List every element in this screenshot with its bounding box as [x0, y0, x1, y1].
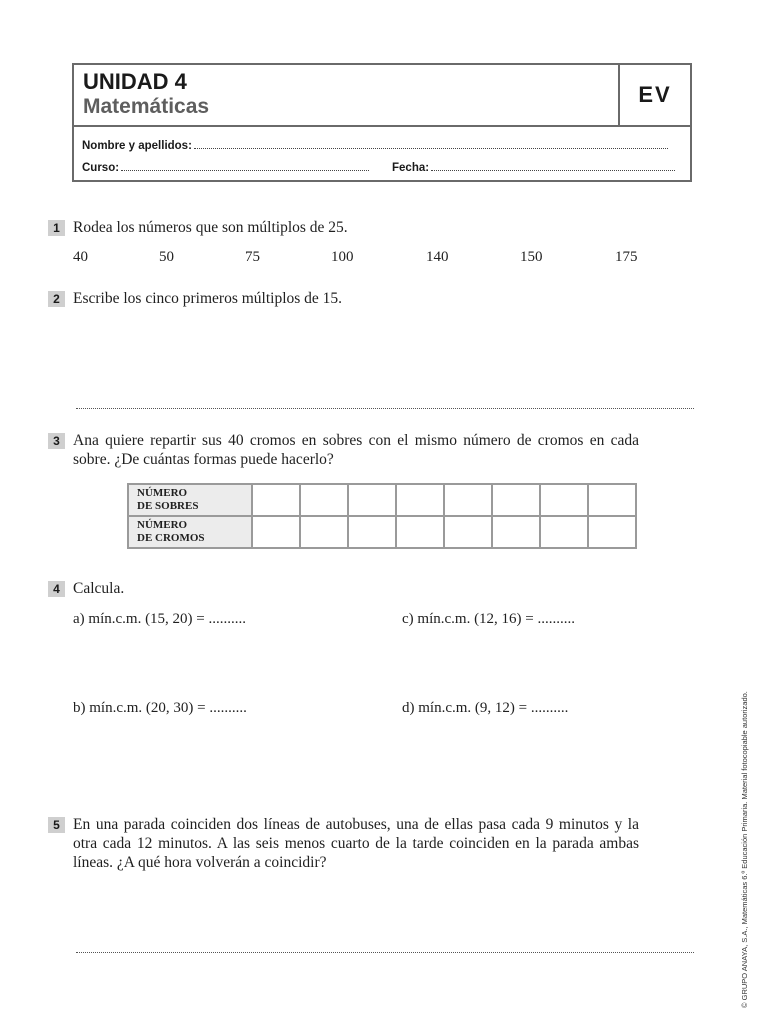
table-cell[interactable] [588, 516, 636, 548]
row-header-line: NÚMERO [137, 519, 188, 531]
table-row-cromos [128, 516, 636, 548]
table-cell[interactable] [300, 484, 348, 516]
name-label: Nombre y apellidos: [82, 140, 192, 152]
question-4-number: 4 [48, 581, 65, 597]
copyright-notice: © GRUPO ANAYA, S.A., Matemáticas 6.º Educación Primaria. Material fotocopiable autorizado. [740, 691, 749, 1008]
table-cell[interactable] [348, 484, 396, 516]
number-option[interactable]: 100 [331, 249, 354, 265]
table-cell[interactable] [540, 484, 588, 516]
question-5-answer-line[interactable] [76, 952, 694, 953]
table-cell[interactable] [444, 484, 492, 516]
question-3-number: 3 [48, 433, 65, 449]
table-cell[interactable] [300, 516, 348, 548]
row-header-line: NÚMERO [137, 487, 188, 499]
table-cell[interactable] [588, 484, 636, 516]
question-5-text: En una parada coinciden dos líneas de autobuses, una de ellas pasa cada 9 minutos y la otra cada 12 minutos. A las seis menos cuarto de la tarde coinciden en la parada ambas líneas. ¿A qué hora volverán a coincidir? [73, 816, 639, 871]
table-cell[interactable] [396, 484, 444, 516]
question-4-text: Calcula. [73, 580, 125, 597]
table-cell[interactable] [252, 484, 300, 516]
date-label: Fecha: [392, 162, 430, 174]
number-option[interactable]: 75 [245, 249, 260, 265]
sobres-cromos-table [127, 483, 637, 549]
number-option[interactable]: 150 [520, 249, 543, 265]
calc-item-c[interactable]: c) mín.c.m. (12, 16) = .......... [402, 611, 576, 627]
number-option[interactable]: 175 [615, 249, 638, 265]
name-field[interactable] [82, 140, 668, 152]
question-1-text: Rodea los números que son múltiplos de 25. [73, 219, 348, 236]
question-1-number: 1 [48, 220, 65, 236]
question-5-number: 5 [48, 817, 65, 833]
row-header-line: DE SOBRES [137, 500, 199, 512]
unit-title: UNIDAD 4 [83, 69, 187, 94]
table-cell[interactable] [444, 516, 492, 548]
row-header-cromos [128, 516, 252, 548]
table-row-sobres [128, 484, 636, 516]
table-cell[interactable] [252, 516, 300, 548]
date-field[interactable] [392, 162, 675, 174]
table-cell[interactable] [396, 516, 444, 548]
question-3-text: Ana quiere repartir sus 40 cromos en sobres con el mismo número de cromos en cada sobre. ¿De cuántas formas puede hacerlo? [73, 432, 639, 468]
table-cell[interactable] [492, 484, 540, 516]
question-2-text: Escribe los cinco primeros múltiplos de 15. [73, 290, 343, 307]
row-header-sobres [128, 484, 252, 516]
course-dotted-line [121, 169, 369, 171]
date-dotted-line [431, 169, 675, 171]
header-title-row [74, 65, 690, 127]
subject-title: Matemáticas [83, 95, 210, 118]
table-cell[interactable] [540, 516, 588, 548]
course-label: Curso: [82, 162, 120, 174]
name-dotted-line [194, 147, 668, 149]
course-field[interactable] [82, 162, 369, 174]
calc-item-b[interactable]: b) mín.c.m. (20, 30) = .......... [73, 700, 247, 716]
calc-item-a[interactable]: a) mín.c.m. (15, 20) = .......... [73, 611, 247, 627]
number-option[interactable]: 140 [426, 249, 449, 265]
table-cell[interactable] [348, 516, 396, 548]
question-2-answer-line[interactable] [76, 408, 694, 409]
worksheet-header [72, 63, 692, 182]
table-cell[interactable] [492, 516, 540, 548]
row-header-line: DE CROMOS [137, 532, 205, 544]
number-option[interactable]: 50 [159, 249, 174, 265]
calc-item-d[interactable]: d) mín.c.m. (9, 12) = .......... [402, 700, 569, 716]
number-option[interactable]: 40 [73, 249, 88, 265]
question-2-number: 2 [48, 291, 65, 307]
evaluation-code: EV [618, 65, 690, 125]
